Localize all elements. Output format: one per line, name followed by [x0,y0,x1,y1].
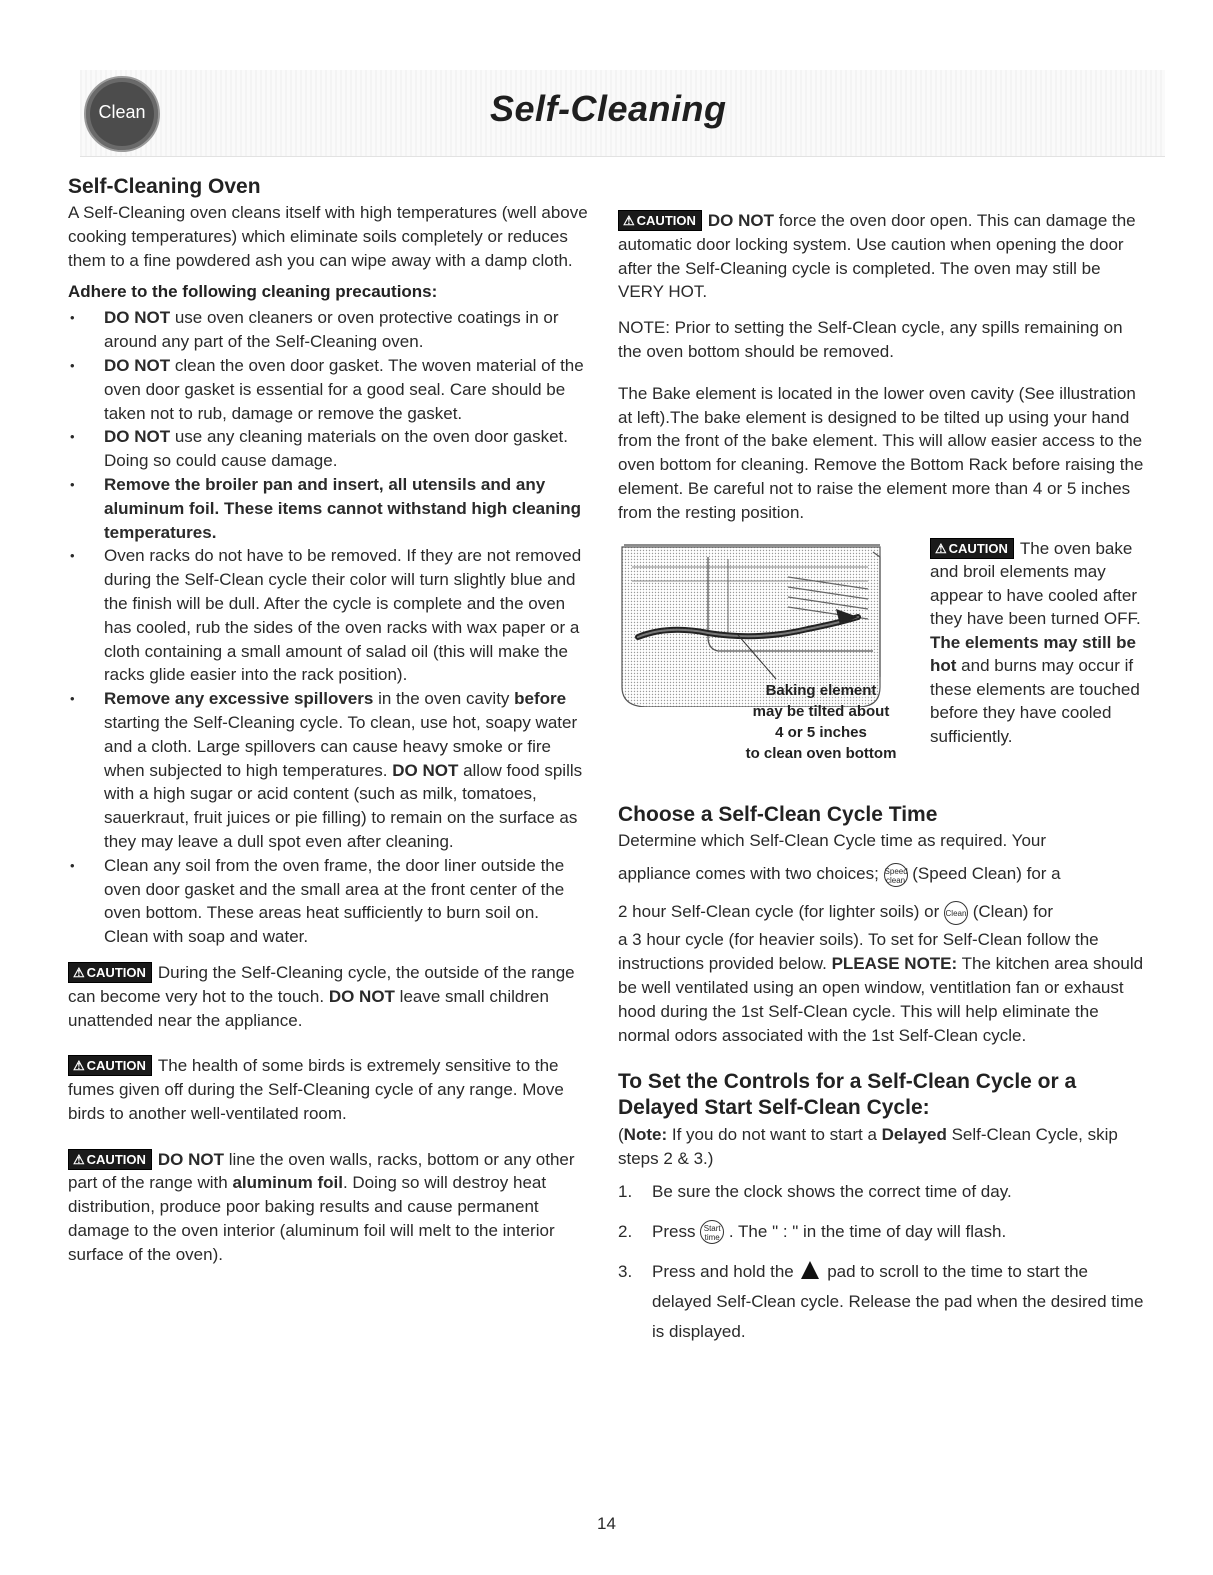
emphasis: The elements may still be hot [930,632,1136,676]
figure-caption-line: to clean oven bottom [745,744,897,762]
caution-paragraph-door [618,209,1148,304]
emphasis: before [514,689,567,709]
emphasis: DO NOT [328,986,395,1006]
right-column [618,175,1148,1357]
pad-icon-label: clean [885,875,906,885]
list-item-text: use oven cleaners or oven protective coatings in or around any part of the Self-Cleaning oven. [104,308,559,352]
caution-text: force the oven door open. This can damage the automatic door locking system. Use caution when opening the door after the Self-Cleaning cycle is completed. The oven may still be VERY HOT. [618,211,1136,302]
pad-icon-label: Start [703,1224,721,1234]
list-item [68,544,588,687]
choose-paragraph-line [618,928,1148,1047]
caution-paragraph-birds [68,1054,588,1125]
list-item [618,1217,1148,1247]
step-number: 2. [618,1221,633,1241]
list-item-text: Oven racks do not have to be removed. If they are not removed during the Self-Clean cycle their color will turn slightly blue and the finish will be dull. After the cycle is complete and the oven has cooled, rub the sides of the oven racks with wax paper or a cloth containing a small amount of salad oil (this will make the racks glide easier into the rack position). [104,546,582,685]
caution-text: The oven bake and broil elements may appear to have cooled after they have been turned OFF. [930,538,1141,629]
list-item [618,1257,1148,1347]
pad-icon-label: Clean [945,908,967,918]
step-number: 1. [618,1181,633,1201]
caution-text: The health of some birds is extremely sensitive to the fumes given off during the Self-Cleaning cycle of any range. Move birds to another well-ventilated room. [68,1056,564,1123]
caution-label: CAUTION [86,1151,146,1167]
bake-element-paragraph: The Bake element is located in the lower oven cavity (See illustration at left).The bake element is designed to be tilted up using your hand from the front of the bake element. This will allow easier access to the oven bottom for cleaning. Remove the Bottom Rack before raising the element. Be careful not to raise the element more than 4 or 5 inches from the resting position. [618,383,1144,522]
step-number: 3. [618,1261,633,1281]
up-arrow-icon [801,1261,819,1279]
precautions-list [68,306,588,949]
emphasis: PLEASE NOTE: [831,954,958,974]
note-text: Self-Clean Cycle, skip steps 2 & 3.) [618,1125,1118,1169]
warning-icon: ⚠ [73,1058,85,1074]
speed-clean-pad-icon [884,863,908,887]
list-item-text: clean the oven door gasket. The woven material of the oven door gasket is essential for a good seal. Care should be taken not to rub, damage or remove the gasket. [104,355,584,423]
page-number: 14 [597,1514,616,1533]
list-item-text: use any cleaning materials on the oven door gasket. Doing so could cause damage. [104,427,568,471]
choose-text: a 3 hour cycle (for heavier soils). To set for Self-Clean follow the instructions provided below. [618,930,1099,974]
list-item [68,473,588,544]
caution-label: CAUTION [86,1058,146,1074]
caution-badge [68,962,152,983]
step-text: Be sure the clock shows the correct time of day. [652,1181,1012,1201]
list-item [68,687,588,854]
caution-label: CAUTION [636,213,696,228]
intro-paragraph: A Self-Cleaning oven cleans itself with high temperatures (well above cooking temperatures) which eliminate soils completely or reduces them to a fine powdered ash you can wipe away with a damp cloth. [68,203,588,270]
emphasis: DO NOT [707,211,774,230]
warning-icon: ⚠ [73,964,85,980]
warning-icon: ⚠ [623,213,635,228]
list-item [68,354,588,425]
section-heading-choose-cycle: Choose a Self-Clean Cycle Time [618,802,938,826]
caution-text: leave small children unattended near the appliance. [68,986,549,1030]
caution-paragraph-elements-hot [930,537,1145,749]
list-item-text: in the oven cavity [373,689,515,709]
emphasis: Remove any excessive spillovers [104,689,374,709]
steps-list [618,1177,1148,1347]
figure-caption [726,680,916,764]
caution-text: line the oven walls, racks, bottom or any other part of the range with [68,1149,575,1193]
caution-text: . Doing so will destroy heat distribution, produce poor baking results and cause permanent damage to the oven interior (aluminum foil will melt to the interior surface of the oven). [68,1173,555,1264]
figure-caption-line: may be tilted about [752,702,890,720]
choose-text: 2 hour Self-Clean cycle (for lighter soils) or [618,902,944,922]
choose-paragraph-line [618,858,1148,890]
choose-paragraph-line: Determine which Self-Clean Cycle time as required. Your [618,830,1047,850]
emphasis: Delayed [881,1125,947,1145]
section-heading-set-controls: To Set the Controls for a Self-Clean Cycle or a Delayed Start Self-Clean Cycle: [618,1070,1077,1120]
controls-note [618,1123,1148,1171]
list-item-text: allow food spills with a high sugar or acid content (such as milk, tomatoes, sauerkraut, fruit juices or pie filling) to remain on the surface as they may leave a dull spot even after cleaning. [104,760,583,851]
emphasis: aluminum foil [232,1173,343,1193]
list-item [68,425,588,473]
warning-icon: ⚠ [73,1151,85,1167]
step-text: . The " : " in the time of day will flash. [724,1221,1007,1241]
caution-paragraph-hot-exterior [68,961,588,1032]
caution-text: During the Self-Cleaning cycle, the outside of the range can become very hot to the touch. [68,962,575,1006]
step-text: Press [652,1221,701,1241]
emphasis: Note: [623,1125,668,1145]
clean-icon-label: Clean [98,102,146,122]
figure-caption-line: Baking element [765,681,877,699]
figure-caption-line: 4 or 5 inches [775,723,867,741]
warning-icon: ⚠ [935,540,947,556]
start-time-pad-icon [700,1220,724,1244]
emphasis: DO NOT [157,1149,224,1169]
bake-element-figure [618,537,1148,803]
page-title: Self-Cleaning [490,88,727,129]
caution-label: CAUTION [86,964,146,980]
precautions-heading: Adhere to the following cleaning precautions: [68,282,438,302]
caution-badge [618,210,702,231]
list-item [618,1177,1148,1207]
emphasis: DO NOT [104,427,171,447]
emphasis: Remove the broiler pan and insert, all utensils and any aluminum foil. These items cannot withstand high cleaning temperatures. [104,474,581,542]
choose-paragraph-line [618,896,1148,928]
note-text: ( [618,1125,624,1145]
emphasis: DO NOT [104,355,171,375]
caution-paragraph-aluminum-foil [68,1148,588,1267]
choose-text: The kitchen area should be well ventilated using an open window, ventitlation fan or exhaust hood during the 1st Self-Clean cycle. This will help eliminate the normal odors associated with the 1st Self-Clean cycle. [618,954,1144,1045]
list-item [68,306,588,354]
left-column [68,175,588,1267]
emphasis: DO NOT [104,308,171,328]
note-paragraph: NOTE: Prior to setting the Self-Clean cycle, any spills remaining on the oven bottom should be removed. [618,318,1123,361]
clean-pad-icon [944,901,968,925]
emphasis: DO NOT [392,760,459,780]
choose-cycle-section [618,803,1148,1048]
step-text: Press and hold the [652,1261,799,1281]
choose-text: appliance comes with two choices; [618,864,884,884]
list-item-text: Clean any soil from the oven frame, the door liner outside the oven door gasket and the small area at the front center of the oven bottom. These areas heat sufficiently to burn soil on. Clean with soap and water. [104,855,565,947]
caution-label: CAUTION [948,540,1008,556]
caution-badge [68,1149,152,1170]
caution-badge [68,1055,152,1076]
pad-icon-label: Speed [884,866,908,876]
choose-text: (Clean) for [967,902,1053,922]
list-item [68,854,588,949]
caution-text: and burns may occur if these elements are touched before they have cooled sufficiently. [930,656,1140,746]
caution-badge [930,538,1014,559]
note-text: If you do not want to start a [667,1125,882,1145]
list-item-text: starting the Self-Cleaning cycle. To clean, use hot, soapy water and a cloth. Large spillovers can cause heavy smoke or fire when subjected to high temperatures. [104,712,578,780]
pad-icon-label: time [704,1233,720,1243]
clean-icon [84,76,160,152]
choose-text: (Speed Clean) for a [907,864,1061,884]
step-text: pad to scroll to the time to start the delayed Self-Clean cycle. Release the pad when the desired time is displayed. [652,1261,1144,1341]
section-heading-self-cleaning-oven: Self-Cleaning Oven [68,175,261,198]
